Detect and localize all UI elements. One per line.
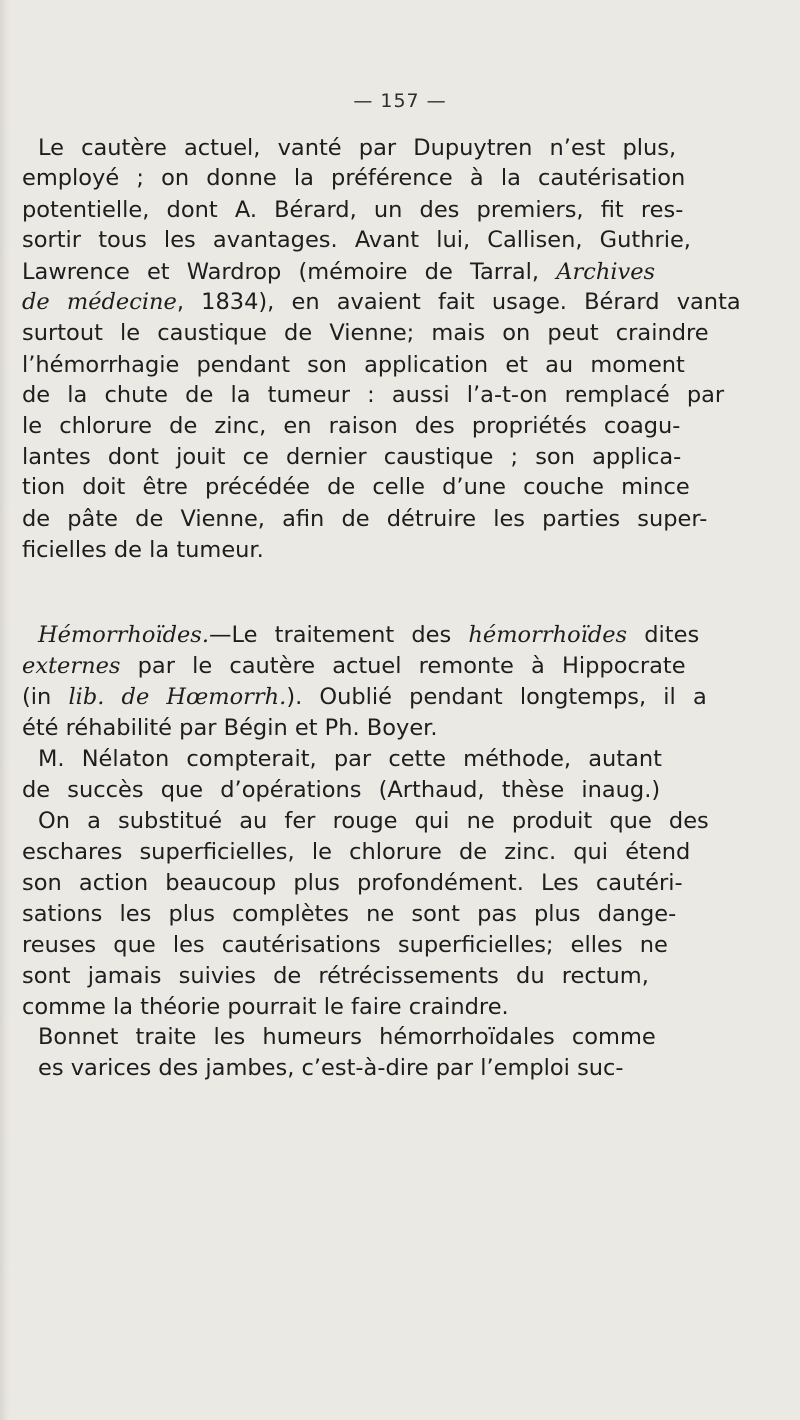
text-segment: surtout le caustique de Vienne; mais on peut craindre bbox=[22, 320, 709, 346]
text-segment: eschares superficielles, le chlorure de zinc. qui étend bbox=[22, 839, 691, 865]
text-segment: Le cautère actuel, vanté par Dupuytren n’est plus, bbox=[38, 135, 677, 161]
text-segment: le chlorure de zinc, en raison des propriétés coagu- bbox=[22, 413, 681, 439]
text-segment: de pâte de Vienne, afin de détruire les parties super- bbox=[22, 506, 708, 532]
text-line bbox=[22, 411, 680, 441]
text-line bbox=[22, 442, 681, 472]
italic-text-segment: de médecine bbox=[22, 289, 177, 315]
text-segment: ficielles de la tumeur. bbox=[22, 537, 264, 563]
text-line bbox=[22, 535, 264, 565]
text-segment: de la chute de la tumeur : aussi l’a-t-on remplacé par bbox=[22, 382, 725, 408]
italic-text-segment: externes bbox=[22, 653, 121, 679]
italic-text-segment: lib. de Hœmorrh. bbox=[68, 684, 287, 710]
text-line bbox=[38, 620, 699, 650]
text-segment: —Le traitement des bbox=[208, 622, 469, 648]
text-segment: son action beaucoup plus profondément. Les cautéri- bbox=[22, 870, 683, 896]
text-segment: ). Oublié pendant longtemps, il a bbox=[286, 684, 707, 710]
text-line bbox=[38, 1053, 624, 1083]
text-line bbox=[38, 133, 676, 163]
italic-text-segment: hémorrhoïdes bbox=[468, 622, 628, 648]
text-line bbox=[22, 287, 741, 317]
text-segment: lantes dont jouit ce dernier caustique ; son applica- bbox=[22, 444, 682, 470]
text-segment: employé ; on donne la préférence à la cautérisation bbox=[22, 165, 686, 191]
text-line bbox=[22, 225, 691, 255]
italic-text-segment: Archives bbox=[556, 259, 656, 285]
text-line bbox=[22, 930, 668, 960]
text-segment: tion doit être précédée de celle d’une couche mince bbox=[22, 474, 690, 500]
text-segment: , 1834), en avaient fait usage. Bérard vanta bbox=[176, 289, 741, 315]
text-line bbox=[22, 257, 655, 287]
text-line bbox=[22, 837, 690, 867]
text-line bbox=[22, 195, 683, 225]
text-line bbox=[22, 504, 707, 534]
text-segment: dites bbox=[627, 622, 700, 648]
text-segment: On a substitué au fer rouge qui ne produit que des bbox=[38, 808, 709, 834]
text-line bbox=[22, 163, 685, 193]
text-line bbox=[22, 992, 509, 1022]
text-line bbox=[22, 380, 724, 410]
text-segment: sortir tous les avantages. Avant lui, Callisen, Guthrie, bbox=[22, 227, 691, 253]
text-segment: (in bbox=[22, 684, 69, 710]
text-segment: sations les plus complètes ne sont pas plus dange- bbox=[22, 901, 677, 927]
text-line bbox=[22, 472, 690, 502]
text-line bbox=[38, 744, 662, 774]
text-segment: par le cautère actuel remonte à Hippocrate bbox=[120, 653, 686, 679]
text-segment: Bonnet traite les humeurs hémorrhoïdales comme bbox=[38, 1024, 656, 1050]
text-segment: reuses que les cautérisations superficielles; elles ne bbox=[22, 932, 668, 958]
text-segment: M. Nélaton compterait, par cette méthode, autant bbox=[38, 746, 662, 772]
text-segment: sont jamais suivies de rétrécissements du rectum, bbox=[22, 963, 649, 989]
text-line bbox=[22, 682, 707, 712]
text-line bbox=[22, 713, 438, 743]
page-edge-shadow bbox=[0, 0, 10, 1420]
text-line bbox=[22, 775, 660, 805]
text-line bbox=[22, 651, 686, 681]
text-segment: es varices des jambes, c’est-à-dire par l’emploi suc- bbox=[38, 1055, 624, 1081]
text-segment: Lawrence et Wardrop (mémoire de Tarral, bbox=[22, 259, 557, 285]
text-segment: l’hémorrhagie pendant son application et au moment bbox=[22, 352, 685, 378]
text-line bbox=[22, 899, 676, 929]
text-line bbox=[22, 961, 649, 991]
text-segment: de succès que d’opérations (Arthaud, thèse inaug.) bbox=[22, 777, 661, 803]
text-segment: potentielle, dont A. Bérard, un des premiers, fit res- bbox=[22, 197, 684, 223]
text-segment: comme la théorie pourrait le faire craindre. bbox=[22, 994, 509, 1020]
page-number: — 157 — bbox=[353, 90, 447, 112]
text-line bbox=[38, 806, 709, 836]
text-line bbox=[38, 1022, 656, 1052]
italic-text-segment: Hémorrhoïdes. bbox=[38, 622, 209, 648]
text-line bbox=[22, 350, 685, 380]
text-line bbox=[22, 868, 683, 898]
text-segment: été réhabilité par Bégin et Ph. Boyer. bbox=[22, 715, 438, 741]
text-line bbox=[22, 318, 709, 348]
